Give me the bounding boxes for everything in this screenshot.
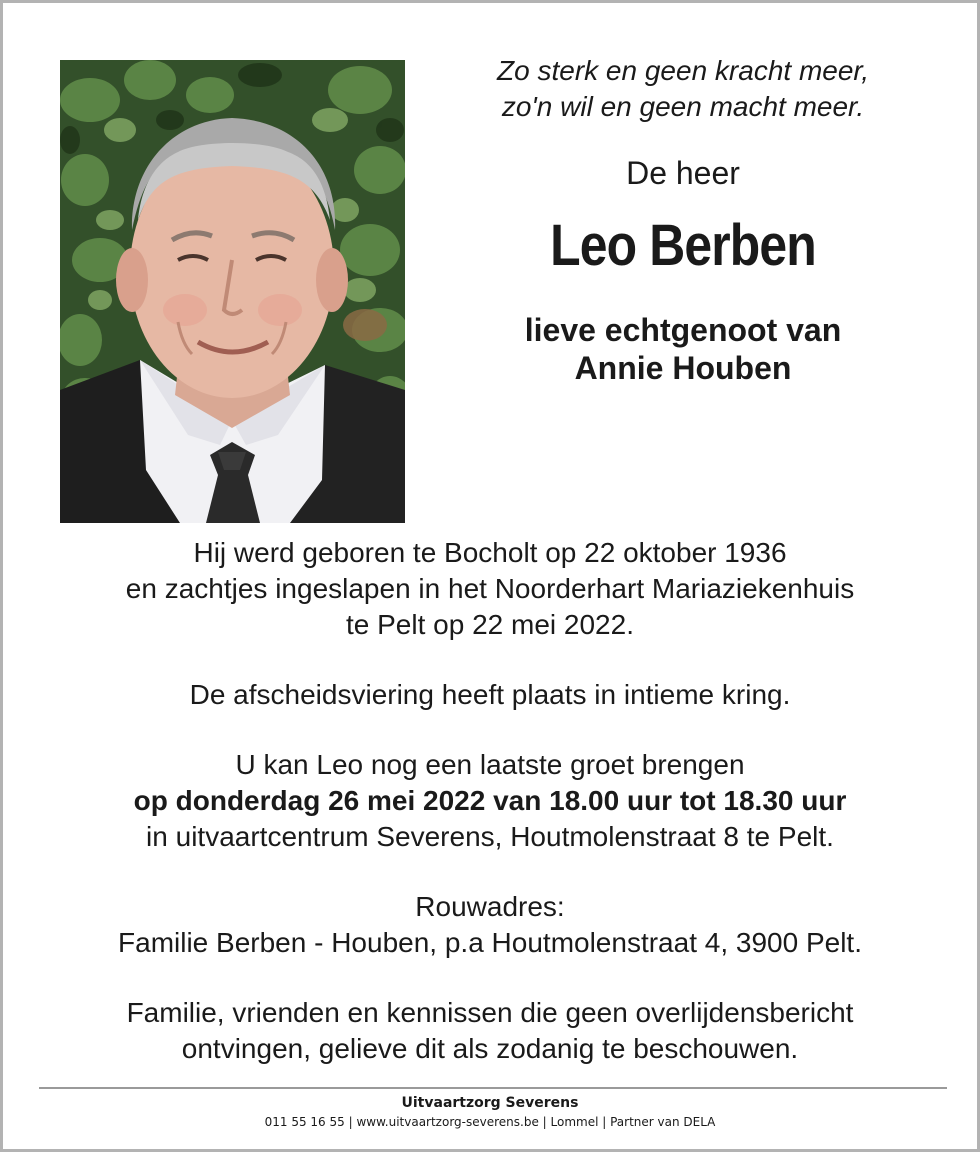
visit-line-1: U kan Leo nog een laatste groet brengen <box>235 749 745 780</box>
funeral-home-contact: 011 55 16 55 | www.uitvaartzorg-severens.be | Lommel | Partner van DELA <box>264 1115 716 1129</box>
birth-line-2: en zachtjes ingeslapen in het Noorderhart Mariaziekenhuis <box>125 573 855 604</box>
visit-line-2: op donderdag 26 mei 2022 van 18.00 uur tot 18.30 uur <box>133 785 847 816</box>
footer <box>3 1093 977 1131</box>
quote-line-2: zo'n wil en geen macht meer. <box>501 91 865 122</box>
salutation: De heer <box>626 155 740 191</box>
deceased-name: Leo Berben <box>550 213 816 278</box>
footer-divider <box>39 1087 947 1089</box>
ceremony-line: De afscheidsviering heeft plaats in intieme kring. <box>189 679 791 710</box>
notice-line-1: Familie, vrienden en kennissen die geen overlijdensbericht <box>126 997 854 1028</box>
quote-line-1: Zo sterk en geen kracht meer, <box>497 55 869 86</box>
relation-line-1: lieve echtgenoot van <box>524 312 842 348</box>
portrait-photo <box>60 60 405 523</box>
address-line: Familie Berben - Houben, p.a Houtmolenstraat 4, 3900 Pelt. <box>118 927 862 958</box>
relation-line-2: Annie Houben <box>574 350 792 386</box>
funeral-home-name: Uitvaartzorg Severens <box>401 1095 579 1111</box>
header-block <box>423 53 943 387</box>
address-label: Rouwadres: <box>415 891 565 922</box>
notice-body <box>23 535 957 1067</box>
visit-line-3: in uitvaartcentrum Severens, Houtmolenstraat 8 te Pelt. <box>146 821 834 852</box>
birth-line-1: Hij werd geboren te Bocholt op 22 oktober 1936 <box>193 537 787 568</box>
birth-line-3: te Pelt op 22 mei 2022. <box>346 609 634 640</box>
notice-line-2: ontvingen, gelieve dit als zodanig te beschouwen. <box>181 1033 799 1064</box>
